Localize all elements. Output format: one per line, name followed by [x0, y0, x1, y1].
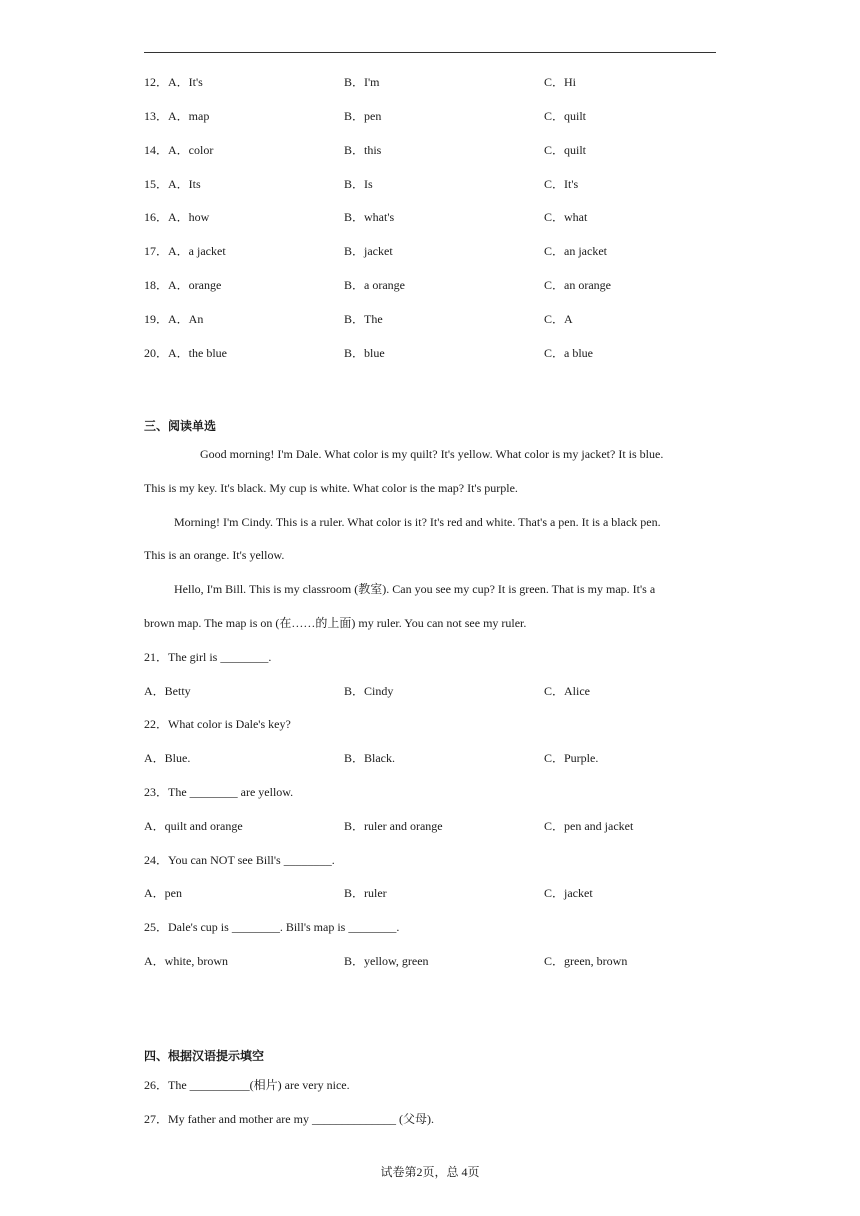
question-24: 24．You can NOT see Bill's ________. [144, 853, 335, 867]
option-a[interactable]: 14．A．color [144, 143, 214, 157]
question-row-15 [144, 175, 716, 193]
question-row-14 [144, 141, 716, 159]
page-footer: 试卷第2页，总 4页 [380, 1165, 480, 1179]
passage-line: Morning! I'm Cindy. This is a ruler. What color is it? It's red and white. That's a pen. It is a black pen. [174, 515, 661, 529]
question-23: 23．The ________ are yellow. [144, 785, 294, 799]
answer-row-22 [144, 749, 716, 767]
section-3-title: 三、阅读单选 [144, 419, 217, 433]
option-c[interactable]: C．an jacket [544, 244, 607, 258]
option-b[interactable]: B．I'm [344, 75, 380, 89]
option-b[interactable]: B．ruler [344, 886, 387, 900]
option-b[interactable]: B．Black. [344, 751, 395, 765]
option-c[interactable]: C．an orange [544, 278, 611, 292]
option-c[interactable]: C．quilt [544, 143, 587, 157]
option-c[interactable]: C．jacket [544, 886, 593, 900]
option-a[interactable]: 20．A．the blue [144, 346, 228, 360]
option-b[interactable]: B．this [344, 143, 382, 157]
option-a[interactable]: 16．A．how [144, 210, 210, 224]
option-a[interactable]: 18．A．orange [144, 278, 222, 292]
option-a[interactable]: 15．A．Its [144, 177, 201, 191]
answer-row-23 [144, 817, 716, 835]
passage-line: This is an orange. It's yellow. [144, 548, 285, 562]
option-a[interactable]: A．Blue. [144, 751, 191, 765]
option-b[interactable]: B．a orange [344, 278, 405, 292]
option-b[interactable]: B．The [344, 312, 383, 326]
header-rule [144, 52, 716, 53]
option-c[interactable]: C．quilt [544, 109, 587, 123]
option-c[interactable]: C．pen and jacket [544, 819, 634, 833]
question-row-18 [144, 276, 716, 294]
option-c[interactable]: C．Alice [544, 684, 590, 698]
option-a[interactable]: A．quilt and orange [144, 819, 243, 833]
option-b[interactable]: B．blue [344, 346, 385, 360]
option-a[interactable]: A．white, brown [144, 954, 228, 968]
passage-line: Hello, I'm Bill. This is my classroom (教室). Can you see my cup? It is green. That is my map. It's a [174, 582, 656, 596]
option-b[interactable]: B．Is [344, 177, 373, 191]
option-c[interactable]: C．Hi [544, 75, 577, 89]
question-row-13 [144, 107, 716, 125]
question-row-16 [144, 208, 716, 226]
option-c[interactable]: C．a blue [544, 346, 593, 360]
question-22: 22．What color is Dale's key? [144, 717, 291, 731]
option-a[interactable]: 13．A．map [144, 109, 210, 123]
option-b[interactable]: B．jacket [344, 244, 393, 258]
option-c[interactable]: C．Purple. [544, 751, 599, 765]
option-a[interactable]: 19．A．An [144, 312, 204, 326]
option-c[interactable]: C．green, brown [544, 954, 628, 968]
option-c[interactable]: C．It's [544, 177, 579, 191]
option-c[interactable]: C．what [544, 210, 588, 224]
question-row-17 [144, 242, 716, 260]
option-a[interactable]: A．Betty [144, 684, 191, 698]
option-b[interactable]: B．ruler and orange [344, 819, 443, 833]
question-row-20 [144, 344, 716, 362]
answer-row-25 [144, 952, 716, 970]
passage-line: This is my key. It's black. My cup is white. What color is the map? It's purple. [144, 481, 518, 495]
answer-row-21 [144, 682, 716, 700]
question-row-19 [144, 310, 716, 328]
option-a[interactable]: 17．A．a jacket [144, 244, 226, 258]
fill-blank-27: 27．My father and mother are my ______________ (父母). [144, 1112, 434, 1126]
option-b[interactable]: B．what's [344, 210, 395, 224]
section-4-title: 四、根据汉语提示填空 [144, 1049, 265, 1063]
passage-line: Good morning! I'm Dale. What color is my quilt? It's yellow. What color is my jacket? It is blue. [200, 447, 664, 461]
question-25: 25．Dale's cup is ________. Bill's map is ________. [144, 920, 400, 934]
question-21: 21．The girl is ________. [144, 650, 272, 664]
option-b[interactable]: B．pen [344, 109, 382, 123]
passage-line: brown map. The map is on (在……的上面) my ruler. You can not see my ruler. [144, 616, 527, 630]
answer-row-24 [144, 884, 716, 902]
option-a[interactable]: 12．A．It's [144, 75, 203, 89]
option-c[interactable]: C．A [544, 312, 573, 326]
option-b[interactable]: B．Cindy [344, 684, 394, 698]
fill-blank-26: 26．The __________(相片) are very nice. [144, 1078, 350, 1092]
option-a[interactable]: A．pen [144, 886, 182, 900]
option-b[interactable]: B．yellow, green [344, 954, 429, 968]
question-row-12 [144, 73, 716, 91]
